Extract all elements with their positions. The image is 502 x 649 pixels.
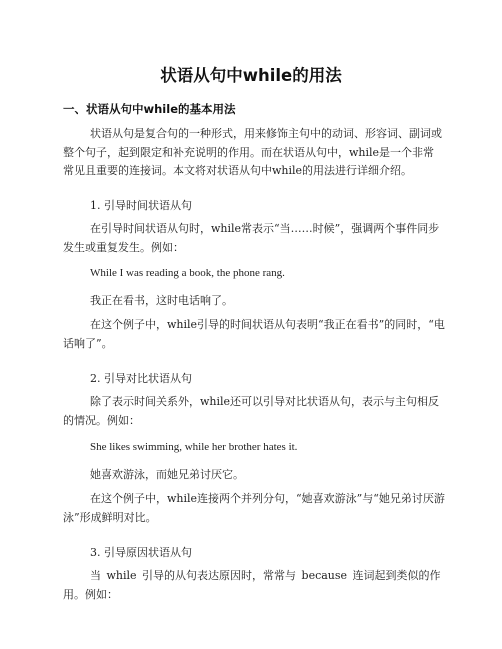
item1-example-en: While I was reading a book, the phone rang. [90,267,285,279]
item1-example-cn: 我正在看书，这时电话响了。 [90,294,233,307]
section-heading: 一、状语从句中while的基本用法 [63,102,236,116]
item2-example-cn: 她喜欢游泳，而她兄弟讨厌它。 [90,468,244,481]
item2-body: 除了表示时间关系外，while还可以引导对比状语从句，表示与主句相反的情况。例如： [63,395,440,427]
item2-heading: 2. 引导对比状语从句 [90,372,192,385]
item3-heading: 3. 引导原因状语从句 [90,546,192,559]
item1-explanation: 在这个例子中，while引导的时间状语从句表明“我正在看书”的同时，“电话响了”。 [63,318,445,350]
item1-body: 在引导时间状语从句时，while常表示“当……时候”，强调两个事件同步发生或重复发生。例如： [63,222,440,254]
item2-explanation: 在这个例子中，while连接两个并列分句，“她喜欢游泳”与“她兄弟讨厌游泳”形成鲜明对比。 [63,492,445,524]
document-title: 状语从句中while的用法 [160,66,342,85]
item3-body: 当 while 引导的从句表达原因时，常常与 because 连词起到类似的作用。例如： [63,569,441,601]
item2-example-en: She likes swimming, while her brother hates it. [90,441,298,453]
item1-heading: 1. 引导时间状语从句 [90,199,192,212]
intro-paragraph: 状语从句是复合句的一种形式，用来修饰主句中的动词、形容词、副词或整个句子，起到限定和补充说明的作用。而在状语从句中，while是一个非常常见且重要的连接词。本文将对状语从句中while的用法进行详细介绍。 [63,127,442,177]
